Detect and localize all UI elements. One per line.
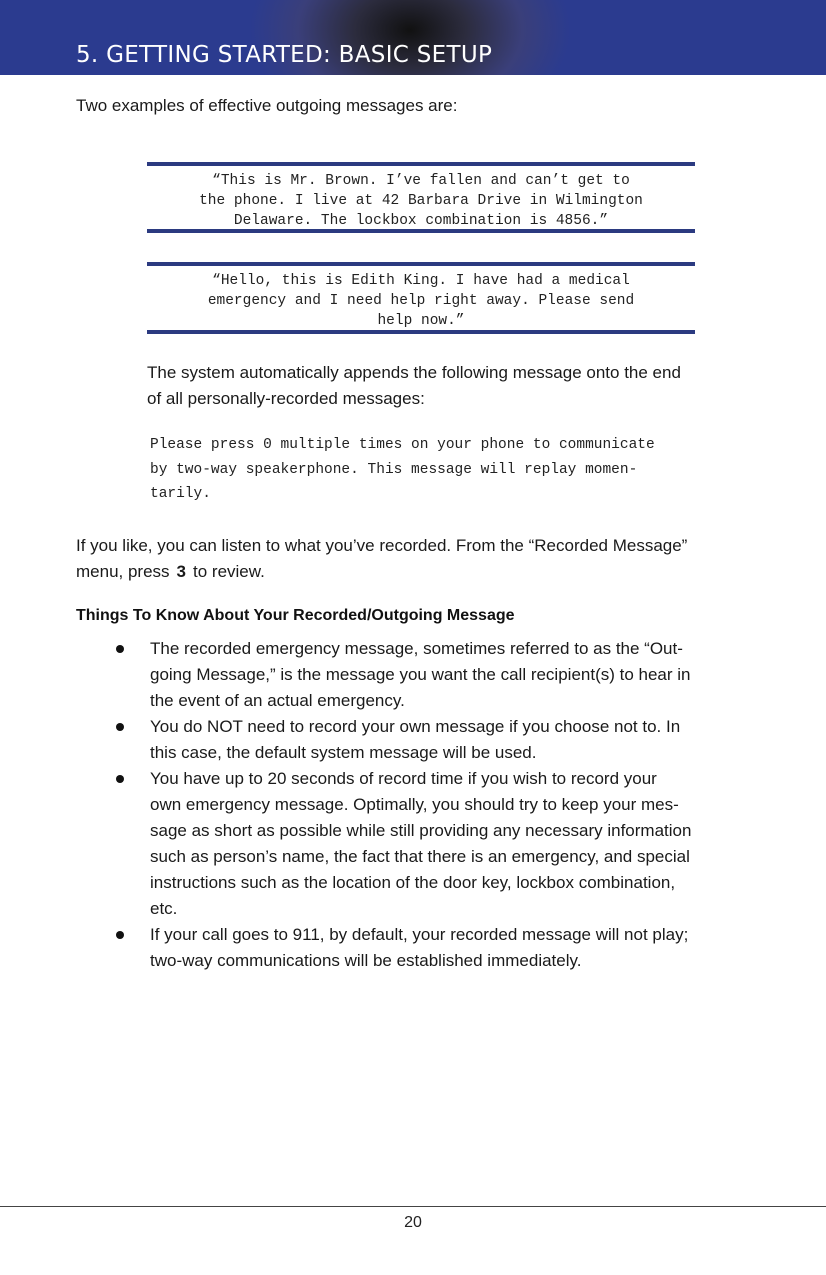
bullet-line: such as person’s name, the fact that there is an emergency, and special <box>150 847 690 866</box>
bullet-line: You have up to 20 seconds of record time if you wish to record your <box>150 769 657 788</box>
footer-divider <box>0 1206 826 1207</box>
page-number: 20 <box>404 1214 422 1231</box>
example-line: “This is Mr. Brown. I’ve fallen and can’t get to <box>212 173 630 189</box>
listen-line: If you like, you can listen to what you’ve recorded. From the “Recorded Message” <box>76 536 688 555</box>
example-message-1 <box>147 162 695 233</box>
page-header-banner <box>0 0 826 75</box>
listen-line <box>76 559 766 585</box>
bullet-line: this case, the default system message will be used. <box>150 743 537 762</box>
system-message <box>150 433 750 507</box>
bullet-icon <box>116 775 124 783</box>
listen-paragraph <box>76 533 766 585</box>
list-item <box>0 636 826 714</box>
bullet-icon <box>116 931 124 939</box>
list-item <box>0 766 826 922</box>
example-line: Delaware. The lockbox combination is 4856.” <box>233 213 609 229</box>
bullet-line: You do NOT need to record your own message if you choose not to. In <box>150 717 681 736</box>
system-message-line: tarily. <box>150 486 211 502</box>
bullet-line: instructions such as the location of the door key, lockbox combination, <box>150 873 676 892</box>
bullet-icon <box>116 645 124 653</box>
bullet-list <box>0 636 826 974</box>
bullet-line: If your call goes to 911, by default, your recorded message will not play; <box>150 925 689 944</box>
system-message-line: by two-way speakerphone. This message will replay momen- <box>150 461 638 478</box>
bullet-line: sage as short as possible while still providing any necessary information <box>150 821 692 840</box>
example-line: “Hello, this is Edith King. I have had a medical <box>212 273 630 289</box>
bullet-line: the event of an actual emergency. <box>150 691 405 710</box>
appends-line: The system automatically appends the following message onto the end <box>147 363 681 382</box>
example-line: help now.” <box>377 313 465 329</box>
listen-after-key: to review. <box>193 562 265 581</box>
appends-line: of all personally-recorded messages: <box>147 389 425 408</box>
subheading: Things To Know About Your Recorded/Outgoing Message <box>76 607 515 624</box>
bullet-icon <box>116 723 124 731</box>
list-item <box>0 922 826 974</box>
system-message-line: Please press 0 multiple times on your phone to communicate <box>150 437 655 453</box>
example-line: the phone. I live at 42 Barbara Drive in Wilmington <box>199 193 643 209</box>
example-message-2 <box>147 262 695 334</box>
bullet-line: etc. <box>150 899 178 918</box>
listen-before-key: menu, press <box>76 562 170 581</box>
bullet-line: own emergency message. Optimally, you should try to keep your mes- <box>150 795 679 814</box>
section-title: 5. GETTING STARTED: BASIC SETUP <box>76 42 493 68</box>
bullet-line: two-way communications will be established immediately. <box>150 951 582 970</box>
example-line: emergency and I need help right away. Please send <box>207 293 635 309</box>
intro-text: Two examples of effective outgoing messages are: <box>76 96 458 115</box>
appends-paragraph <box>147 360 757 412</box>
key-3-label: 3 <box>176 562 187 581</box>
bullet-line: going Message,” is the message you want the call recipient(s) to hear in <box>150 665 691 684</box>
bullet-line: The recorded emergency message, sometimes referred to as the “Out- <box>150 639 683 658</box>
list-item <box>0 714 826 766</box>
